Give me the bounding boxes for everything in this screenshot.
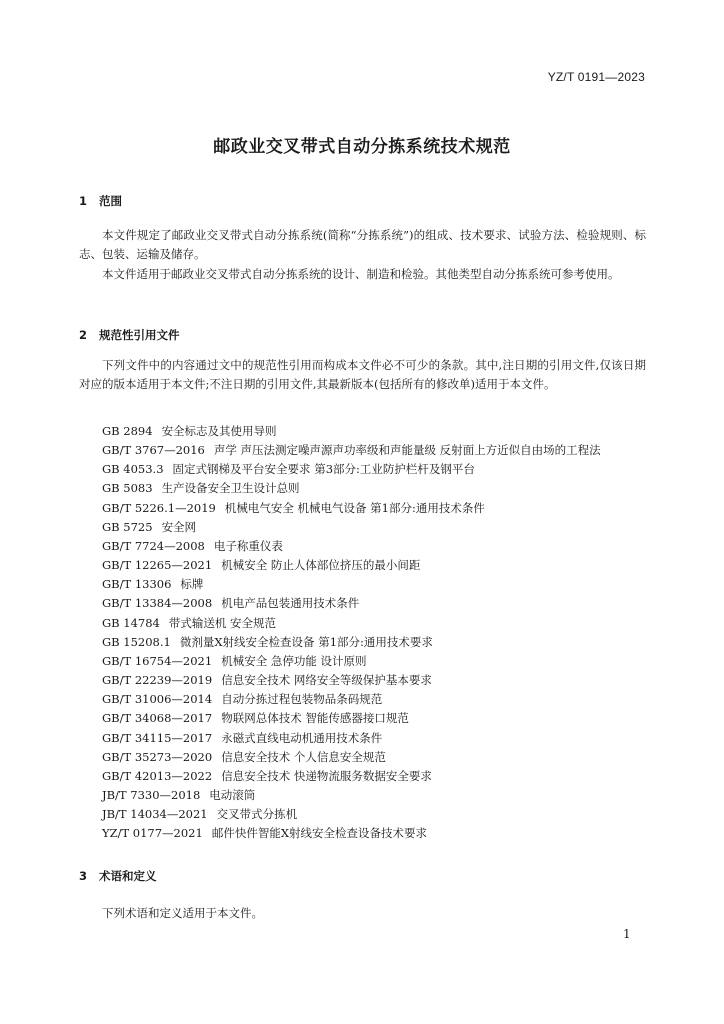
reference-code: GB 14784 (102, 615, 160, 630)
reference-item (102, 690, 601, 709)
reference-item (102, 441, 601, 460)
reference-item (102, 633, 601, 652)
reference-name: 信息安全技术 快递物流服务数据安全要求 (221, 768, 432, 783)
section-heading-normative-references (79, 327, 180, 343)
reference-name: 电子称重仪表 (213, 538, 283, 553)
reference-name: 物联网总体技术 智能传感器接口规范 (221, 711, 409, 726)
reference-item (102, 594, 601, 613)
reference-name: 安全网 (161, 519, 197, 534)
reference-item (102, 614, 601, 633)
reference-item (102, 767, 601, 786)
reference-name: 电动滚筒 (209, 787, 256, 802)
reference-item (102, 671, 601, 690)
section-number: 1 (79, 194, 88, 208)
reference-item (102, 575, 601, 594)
reference-code: GB/T 22239—2019 (102, 673, 213, 688)
reference-item (102, 824, 601, 843)
document-title: 邮政业交叉带式自动分拣系统技术规范 (213, 137, 511, 157)
reference-name: 固定式钢梯及平台安全要求 第3部分:工业防护栏杆及钢平台 (172, 462, 475, 477)
reference-name: 邮件快件智能X射线安全检查设备技术要求 (211, 826, 428, 841)
reference-code: JB/T 14034—2021 (102, 807, 208, 822)
reference-code: YZ/T 0177—2021 (102, 826, 203, 841)
reference-code: GB/T 16754—2021 (102, 653, 213, 668)
reference-code: GB 5725 (102, 519, 153, 534)
reference-name: 微剂量X射线安全检查设备 第1部分:通用技术要求 (179, 634, 433, 649)
reference-name: 生产设备安全卫生设计总则 (161, 481, 300, 496)
reference-name: 机械安全 防止人体部位挤压的最小间距 (221, 558, 421, 573)
reference-code: GB/T 35273—2020 (102, 749, 213, 764)
reference-name: 安全标志及其使用导则 (161, 424, 277, 438)
reference-item (102, 652, 601, 671)
reference-item (102, 729, 601, 748)
reference-item (102, 499, 601, 518)
reference-code: GB 15208.1 (102, 634, 171, 649)
section-title: 范围 (99, 194, 122, 208)
section-heading-terms-and-definitions (79, 868, 157, 884)
section-heading-scope (79, 193, 122, 209)
reference-name: 自动分拣过程包装物品条码规范 (221, 692, 383, 707)
standard-number: YZ/T 0191—2023 (547, 70, 645, 84)
reference-item (102, 518, 601, 537)
reference-item (102, 422, 601, 441)
reference-item (102, 537, 601, 556)
reference-name: 机电产品包装通用技术条件 (221, 596, 360, 611)
reference-name: 机械电气安全 机械电气设备 第1部分:通用技术条件 (224, 500, 485, 515)
reference-code: GB/T 13306 (102, 577, 172, 592)
scope-paragraph-1: 本文件规定了邮政业交叉带式自动分拣系统(简称“分拣系统”)的组成、技术要求、试验方法、检验规则、标志、包装、运输及储存。 (79, 228, 646, 261)
reference-code: GB 2894 (102, 424, 153, 438)
terms-intro-paragraph: 下列术语和定义适用于本文件。 (102, 906, 263, 920)
reference-code: GB/T 5226.1—2019 (102, 500, 216, 515)
reference-name: 带式输送机 安全规范 (168, 615, 277, 630)
section-number: 2 (79, 328, 88, 342)
reference-code: GB/T 7724—2008 (102, 538, 205, 553)
reference-name: 交叉带式分拣机 (216, 807, 298, 822)
reference-code: GB/T 13384—2008 (102, 596, 213, 611)
reference-code: GB/T 34115—2017 (102, 730, 213, 745)
reference-name: 标牌 (180, 577, 204, 592)
reference-item (102, 748, 601, 767)
reference-item (102, 709, 601, 728)
section-number: 3 (79, 869, 88, 883)
section-title: 术语和定义 (99, 869, 157, 883)
reference-item (102, 786, 601, 805)
page-number: 1 (623, 927, 631, 941)
reference-code: GB 4053.3 (102, 462, 164, 477)
reference-name: 信息安全技术 网络安全等级保护基本要求 (221, 673, 432, 688)
references-intro-paragraph: 下列文件中的内容通过文中的规范性引用而构成本文件必不可少的条款。其中,注日期的引用文件,仅该日期对应的版本适用于本文件;不注日期的引用文件,其最新版本(包括所有的修改单)适用于本文件。 (79, 358, 646, 391)
reference-name: 机械安全 急停功能 设计原则 (221, 653, 367, 668)
reference-code: GB/T 42013—2022 (102, 768, 213, 783)
reference-code: GB/T 3767—2016 (102, 443, 205, 458)
reference-name: 永磁式直线电动机通用技术条件 (221, 730, 383, 745)
reference-code: GB/T 34068—2017 (102, 711, 213, 726)
reference-code: GB/T 31006—2014 (102, 692, 213, 707)
reference-code: GB 5083 (102, 481, 153, 496)
reference-name: 信息安全技术 个人信息安全规范 (221, 749, 386, 764)
reference-list (102, 422, 601, 843)
reference-item (102, 805, 601, 824)
reference-item (102, 556, 601, 575)
reference-item (102, 460, 601, 479)
scope-paragraph-2: 本文件适用于邮政业交叉带式自动分拣系统的设计、制造和检验。其他类型自动分拣系统可参考使用。 (102, 267, 620, 281)
reference-code: GB/T 12265—2021 (102, 558, 213, 573)
section-title: 规范性引用文件 (99, 328, 180, 342)
reference-name: 声学 声压法测定噪声源声功率级和声能量级 反射面上方近似自由场的工程法 (213, 443, 601, 458)
reference-code: JB/T 7330—2018 (102, 787, 201, 802)
reference-item (102, 479, 601, 498)
